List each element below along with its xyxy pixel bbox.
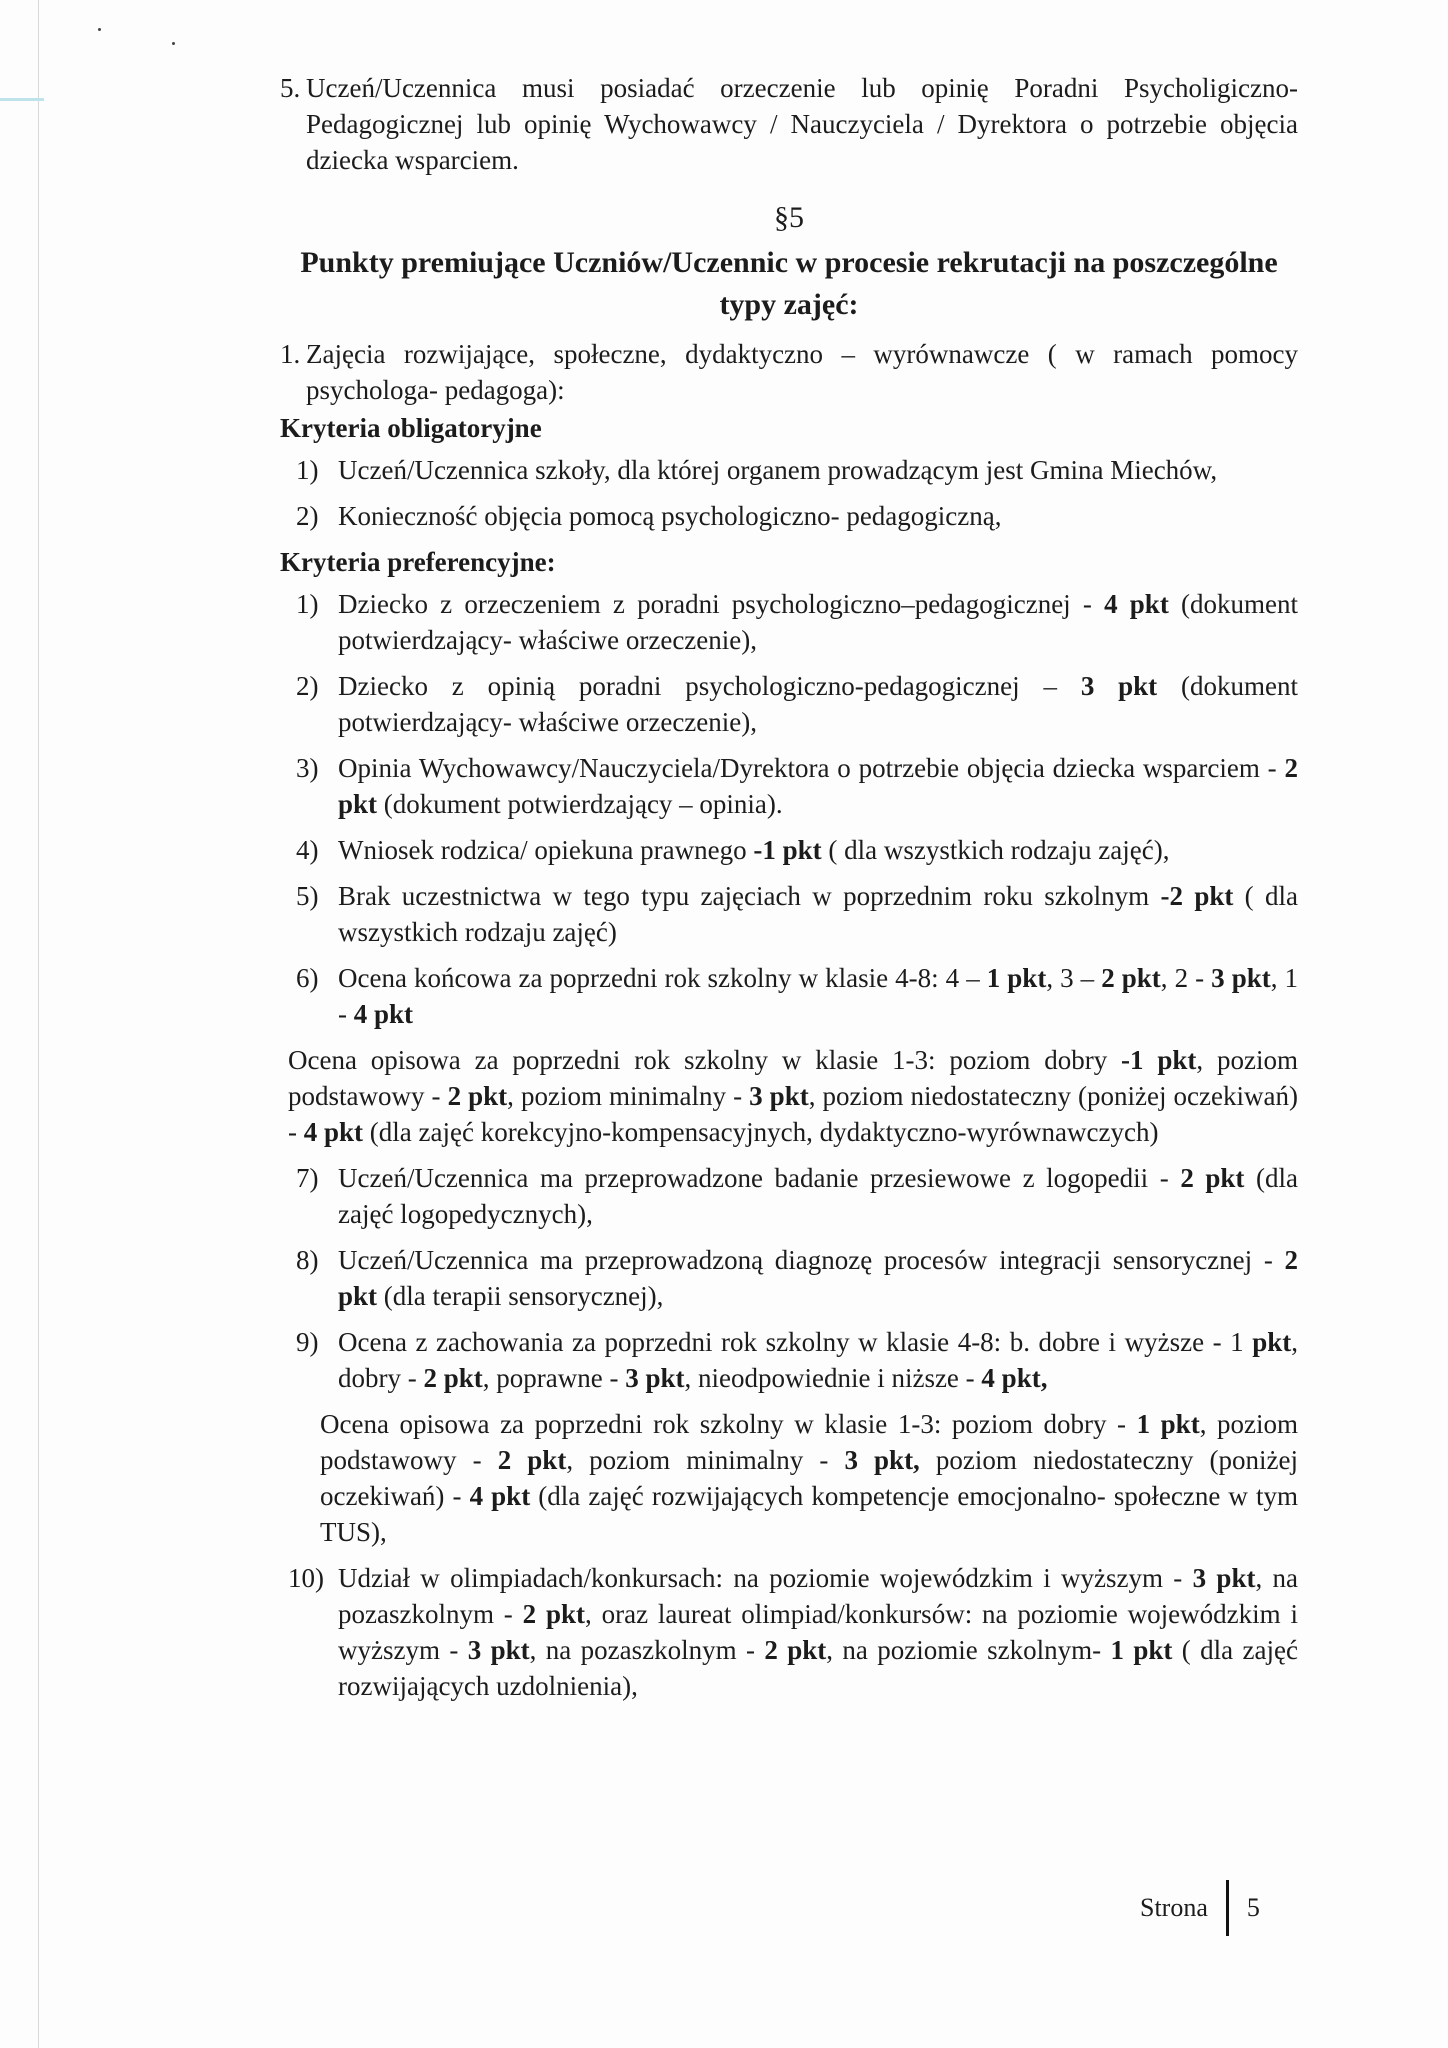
preferential-item xyxy=(280,668,1298,740)
points-value: pkt xyxy=(1252,1327,1292,1357)
points-value: 2 pkt xyxy=(1180,1163,1245,1193)
item-number: 5) xyxy=(296,881,319,911)
item-number: 1) xyxy=(296,455,319,485)
item-number: 4) xyxy=(296,835,319,865)
item-number: 2) xyxy=(296,501,319,531)
preferential-item-8 xyxy=(280,1242,1298,1314)
item-number: 6) xyxy=(296,963,319,993)
text-run: , poziom niedostateczny (poniżej oczekiwań) - xyxy=(288,1081,1298,1147)
text-run: (dokument potwierdzający- właściwe orzeczenie), xyxy=(338,589,1299,655)
section-sign: §5 xyxy=(774,201,804,234)
intro-paragraph xyxy=(280,70,1298,178)
page-number: 5 xyxy=(1246,1893,1260,1922)
page-footer xyxy=(1140,1880,1260,1936)
text-run: (dokument potwierdzający- właściwe orzeczenie), xyxy=(338,671,1299,737)
text-run: , poziom minimalny - xyxy=(507,1081,750,1111)
text-run: , na pozaszkolnym - xyxy=(529,1635,765,1665)
text-run: Opinia Wychowawcy/Nauczyciela/Dyrektora o potrzebie objęcia dziecka wsparciem - xyxy=(338,753,1285,783)
item-text xyxy=(338,750,1298,822)
item-text xyxy=(338,668,1298,740)
section-title: Punkty premiujące Uczniów/Uczennic w procesie rekrutacji na poszczególne typy zajęć: xyxy=(300,246,1278,321)
item-text: Uczeń/Uczennica szkoły, dla której organem prowadzącym jest Gmina Miechów, xyxy=(338,455,1218,485)
obligatory-list xyxy=(280,452,1298,534)
item-text: Konieczność objęcia pomocą psychologiczno- pedagogiczną, xyxy=(338,501,1002,531)
points-value: -1 pkt xyxy=(753,835,822,865)
points-value: 3 pkt xyxy=(1211,963,1271,993)
point-1 xyxy=(280,336,1298,408)
preferential-item xyxy=(280,750,1298,822)
preferential-item xyxy=(280,586,1298,658)
text-run: , poziom podstawowy - xyxy=(288,1045,1298,1111)
preferential-item-10 xyxy=(280,1560,1298,1704)
text-run: Wniosek rodzica/ opiekuna prawnego xyxy=(338,835,754,865)
obligatory-heading: Kryteria obligatoryjne xyxy=(280,413,542,443)
text-run: Uczeń/Uczennica ma przeprowadzone badanie przesiewowe z logopedii - xyxy=(338,1163,1181,1193)
text-run: , dobry - xyxy=(338,1327,1298,1393)
item-text xyxy=(338,1324,1298,1396)
text-run: (dla zajęć korekcyjno-kompensacyjnych, dydaktyczno-wyrównawczych) xyxy=(363,1117,1159,1147)
item-text xyxy=(338,1160,1298,1232)
text-run: (dokument potwierdzający – opinia). xyxy=(377,789,783,819)
text-run: (dla zajęć rozwijających kompetencje emocjonalno- społeczne w tym TUS), xyxy=(320,1481,1298,1547)
text-run: Udział w olimpiadach/konkursach: na poziomie wojewódzkim i wyższym - xyxy=(338,1563,1193,1593)
text-run: , 2 - xyxy=(1160,963,1212,993)
text-run: Uczeń/Uczennica ma przeprowadzoną diagnozę procesów integracji sensorycznej - xyxy=(338,1245,1285,1275)
preferential-list xyxy=(280,586,1298,1704)
points-value: 3 pkt xyxy=(749,1081,809,1111)
item-number: 2) xyxy=(296,671,319,701)
item-number: 3) xyxy=(296,753,319,783)
scan-edge-line xyxy=(38,0,39,2048)
item-text xyxy=(338,878,1298,950)
points-value: 1 pkt xyxy=(986,963,1047,993)
preferential-item-7 xyxy=(280,1160,1298,1232)
text-run: Dziecko z orzeczeniem z poradni psychologiczno–pedagogicznej - xyxy=(338,589,1105,619)
points-value: 2 pkt xyxy=(447,1081,508,1111)
points-value: -1 pkt xyxy=(1121,1045,1197,1075)
obligatory-item xyxy=(280,498,1298,534)
points-value: 4 pkt xyxy=(469,1481,531,1511)
footer-divider xyxy=(1226,1880,1229,1936)
text-run: , na pozaszkolnym - xyxy=(338,1563,1298,1629)
item-text xyxy=(338,1560,1298,1704)
points-value: 3 pkt xyxy=(1080,671,1158,701)
item-number: 7) xyxy=(296,1163,319,1193)
text-run: Ocena końcowa za poprzedni rok szkolny w klasie 4-8: 4 – xyxy=(338,963,987,993)
text-run: Ocena opisowa za poprzedni rok szkolny w klasie 1-3: poziom dobry xyxy=(288,1045,1122,1075)
intro-text: Uczeń/Uczennica musi posiadać orzeczenie lub opinię Poradni Psycholigiczno-Pedagogicznej lub opinię Wychowawcy / Nauczyciela / Dyrektora o potrzebie objęcia dziecka wsparciem. xyxy=(306,73,1298,175)
points-value: 1 pkt xyxy=(1136,1409,1200,1439)
points-value: 2 pkt xyxy=(338,753,1298,819)
points-value: 4 pkt xyxy=(303,1117,364,1147)
text-run: Dziecko z opinią poradni psychologiczno-pedagogicznej – xyxy=(338,671,1081,701)
points-value: 3 pkt xyxy=(625,1363,685,1393)
points-value: 3 pkt xyxy=(1192,1563,1256,1593)
item-text xyxy=(338,960,1298,1032)
text-run: (dla terapii sensorycznej), xyxy=(377,1281,664,1311)
text-run: ( dla wszystkich rodzaju zajęć), xyxy=(821,835,1170,865)
text-run: , poziom minimalny - xyxy=(566,1445,845,1475)
points-value: 2 pkt xyxy=(338,1245,1298,1311)
text-run: ( dla wszystkich rodzaju zajęć) xyxy=(338,881,1298,947)
item-text xyxy=(338,1242,1298,1314)
text-run: , nieodpowiednie i niższe - xyxy=(684,1363,982,1393)
descriptive-grade-1-3 xyxy=(288,1042,1298,1150)
points-value: 4 pkt xyxy=(1104,589,1169,619)
text-run: Ocena z zachowania za poprzedni rok szkolny w klasie 4-8: b. dobre i wyższe - 1 xyxy=(338,1327,1253,1357)
preferential-item-9 xyxy=(280,1324,1298,1396)
points-value: 3 pkt xyxy=(467,1635,530,1665)
points-value: 2 pkt xyxy=(497,1445,567,1475)
text-run: poziom niedostateczny (poniżej oczekiwań) - xyxy=(320,1445,1298,1511)
text-run: Brak uczestnictwa w tego typu zajęciach w poprzednim roku szkolnym xyxy=(338,881,1161,911)
text-run: ( dla zajęć rozwijających uzdolnienia), xyxy=(338,1635,1298,1701)
points-value: 4 pkt, xyxy=(981,1363,1048,1393)
points-value: 2 pkt xyxy=(1101,963,1161,993)
preferential-item xyxy=(280,832,1298,868)
page-content xyxy=(280,70,1298,1714)
obligatory-item xyxy=(280,452,1298,488)
points-value: 2 pkt xyxy=(522,1599,586,1629)
text-run: , oraz laureat olimpiad/konkursów: na poziomie wojewódzkim i wyższym - xyxy=(338,1599,1298,1665)
text-run: , 1 - xyxy=(338,963,1299,1029)
point-1-number: 1. xyxy=(280,339,301,369)
text-run: , 3 – xyxy=(1046,963,1102,993)
item-number: 1) xyxy=(296,589,319,619)
descriptive-behaviour-1-3 xyxy=(320,1406,1298,1550)
preferential-heading: Kryteria preferencyjne: xyxy=(280,547,556,577)
text-run: Ocena opisowa za poprzedni rok szkolny w klasie 1-3: poziom dobry - xyxy=(320,1409,1137,1439)
scan-speck xyxy=(172,42,175,45)
item-number: 8) xyxy=(296,1245,319,1275)
preferential-item xyxy=(280,878,1298,950)
intro-number: 5. xyxy=(280,73,301,103)
scan-mark xyxy=(0,98,44,101)
points-value: -2 pkt xyxy=(1160,881,1234,911)
item-text xyxy=(338,832,1298,868)
points-value: 2 pkt xyxy=(423,1363,483,1393)
item-number: 10) xyxy=(288,1563,324,1593)
preferential-item-6 xyxy=(280,960,1298,1032)
scan-speck xyxy=(98,28,101,31)
item-text xyxy=(338,586,1298,658)
item-number: 9) xyxy=(296,1327,319,1357)
points-value: 1 pkt xyxy=(1110,1635,1173,1665)
points-value: 3 pkt, xyxy=(844,1445,920,1475)
text-run: , poziom podstawowy - xyxy=(320,1409,1298,1475)
footer-label: Strona xyxy=(1140,1893,1208,1922)
text-run: , na poziomie szkolnym- xyxy=(826,1635,1111,1665)
point-1-text: Zajęcia rozwijające, społeczne, dydaktyczno – wyrównawcze ( w ramach pomocy psychologa- pedagoga): xyxy=(306,339,1298,405)
points-value: 4 pkt xyxy=(353,999,414,1029)
text-run: , poprawne - xyxy=(482,1363,626,1393)
points-value: 2 pkt xyxy=(764,1635,827,1665)
text-run: (dla zajęć logopedycznych), xyxy=(338,1163,1299,1229)
